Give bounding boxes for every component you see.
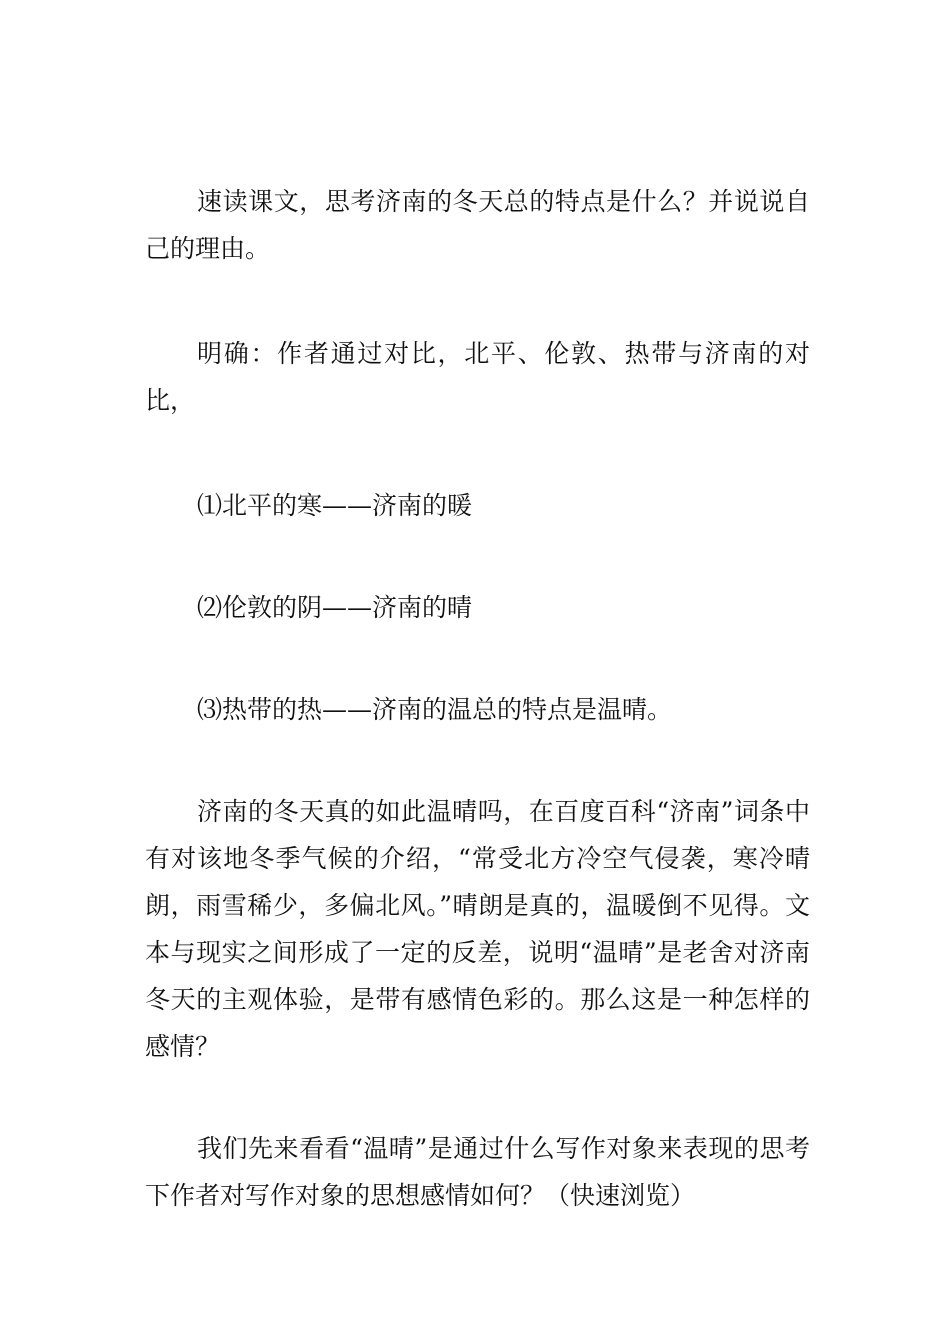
document-body — [145, 178, 810, 1219]
paragraph-contrast-2: ⑵伦敦的阴——济南的晴 — [197, 593, 473, 622]
paragraph-contrast-3: ⑶热带的热——济南的温总的特点是温晴。 — [197, 695, 673, 724]
paragraph-climate-discussion: 济南的冬天真的如此温晴吗，在百度百科“济南”词条中有对该地冬季气候的介绍，“常受北方冷空气侵袭，寒冷晴朗，雨雪稀少，多偏北风。”晴朗是真的，温暖倒不见得。文本与现实之间形成了一定的反差，说明“温晴”是老舍对济南冬天的主观体验，是带有感情色彩的。那么这是一种怎样的感情？ — [145, 797, 810, 1061]
paragraph-answer-intro: 明确：作者通过对比，北平、伦敦、热带与济南的对比， — [145, 339, 810, 415]
paragraph-reading-prompt: 我们先来看看“温晴”是通过什么写作对象来表现的思考下作者对写作对象的思想感情如何？（快速浏览） — [145, 1134, 810, 1210]
paragraph-contrast-1: ⑴北平的寒——济南的暖 — [197, 491, 473, 520]
paragraph-question: 速读课文，思考济南的冬天总的特点是什么？并说说自己的理由。 — [145, 187, 810, 263]
